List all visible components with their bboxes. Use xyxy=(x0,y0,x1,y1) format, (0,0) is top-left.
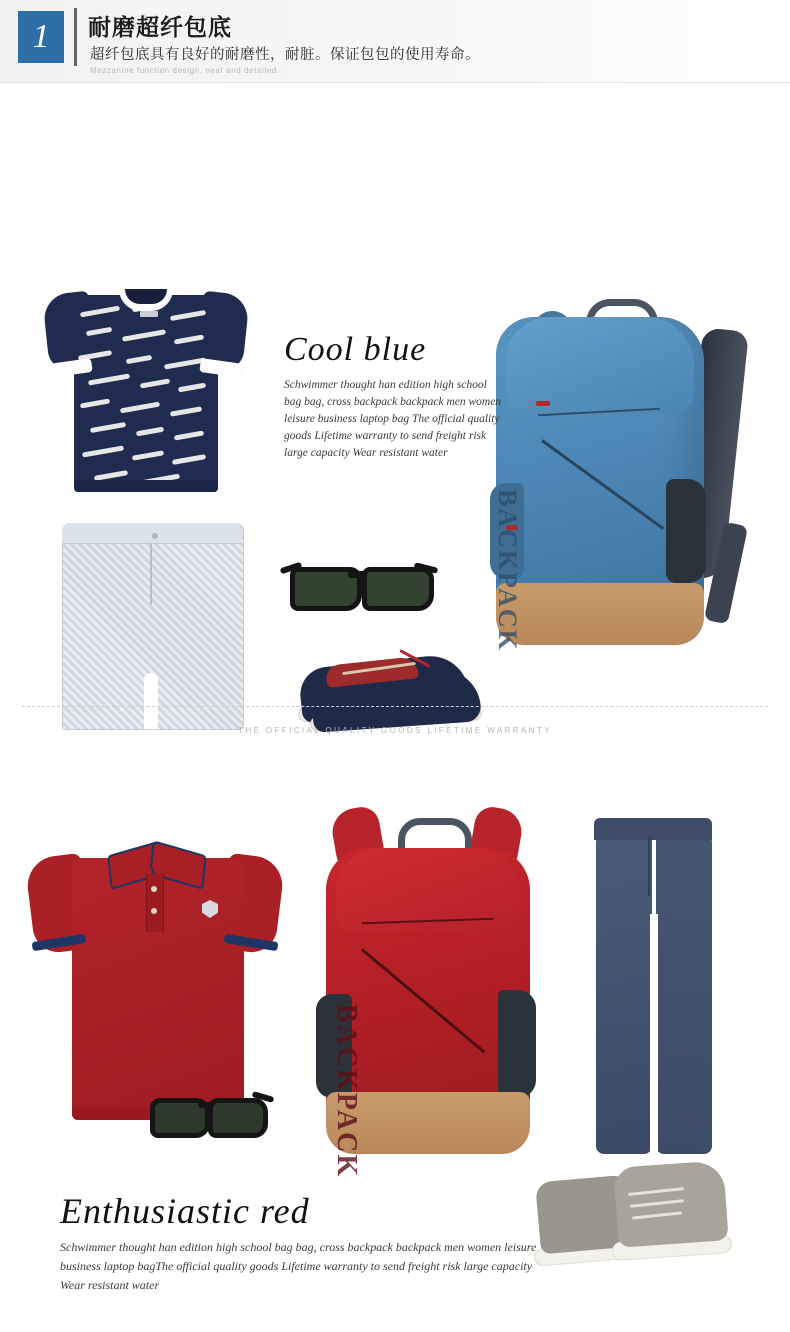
polo-button-bottom xyxy=(151,908,157,914)
navy-trousers-image xyxy=(580,818,730,1158)
cool-blue-text-block xyxy=(284,331,504,462)
red-backpack-image xyxy=(300,808,560,1208)
backpack-zip-pull-top xyxy=(536,401,550,406)
blue-backpack-image xyxy=(480,293,750,683)
header-english-caption: Mezzanine function design, neat and detailed. xyxy=(90,66,280,75)
polo-placket xyxy=(146,874,164,932)
boat-shoes-image xyxy=(290,643,490,733)
black-sunglasses-image-2 xyxy=(150,1092,270,1140)
tshirt-hem xyxy=(74,480,218,492)
page-title: 耐磨超纤包底 xyxy=(88,14,232,40)
shorts-fly xyxy=(150,543,152,605)
sunglasses2-right-lens xyxy=(208,1098,268,1138)
sunglasses-right-lens xyxy=(362,567,434,611)
light-gray-shorts-image xyxy=(52,523,252,743)
header-subtitle: 超纤包底具有良好的耐磨性，耐脏。保证包包的使用寿命。 xyxy=(90,47,480,63)
section-divider xyxy=(22,706,768,707)
trousers-leg-gap xyxy=(650,914,658,1156)
section-enthusiastic-red xyxy=(0,760,790,1332)
enthusiastic-red-title: Enthusiastic red xyxy=(60,1191,310,1231)
cool-blue-paragraph: Schwimmer thought han edition high school bag bag, cross backpack backpack men women leisure business laptop bag The official quality goods Lifetime warranty to send freight risk large capacity Wear resistant water xyxy=(284,379,502,459)
trousers-right-leg xyxy=(656,836,712,1154)
shorts-button xyxy=(152,533,158,539)
header-step-number: 1 xyxy=(18,11,64,63)
tshirt-brand-tag xyxy=(140,311,158,317)
section-cool-blue xyxy=(0,83,790,695)
gray-desert-boots-image xyxy=(524,1160,754,1280)
backpack-top-pocket xyxy=(506,317,694,413)
header-divider-bar xyxy=(74,8,77,66)
backpack-mesh-pocket-right xyxy=(666,479,706,583)
enthusiastic-red-text-block xyxy=(60,1190,540,1295)
trousers-waistband xyxy=(594,818,712,840)
black-sunglasses-image xyxy=(290,561,438,617)
navy-print-tshirt-image xyxy=(46,277,246,492)
backpack-logo-text: BACKPACK xyxy=(493,489,522,652)
red-backpack-logo-text: BACKPACK xyxy=(331,1004,362,1179)
enthusiastic-red-paragraph: Schwimmer thought han edition high school bag bag, cross backpack backpack men women leisure business laptop bagThe official quality goods Lifetime warranty to send freight risk large capacity Wear resistant water xyxy=(60,1240,537,1292)
tshirt-body xyxy=(74,295,218,492)
shorts-leg-gap xyxy=(144,673,158,729)
red-backpack-top-handle xyxy=(398,818,472,851)
red-polo-shirt-image xyxy=(30,830,280,1130)
trousers-fly xyxy=(648,838,650,896)
polo-button-top xyxy=(151,886,157,892)
red-backpack-mesh-pocket-right xyxy=(498,990,536,1098)
trousers-left-leg xyxy=(596,836,652,1154)
cool-blue-title: Cool blue xyxy=(284,331,427,368)
divider-caption: THE OFFICIAL QUALITY GOODS LIFETIME WARRANTY xyxy=(238,726,552,735)
backpack-tan-base xyxy=(496,583,704,645)
section-header xyxy=(0,0,790,83)
